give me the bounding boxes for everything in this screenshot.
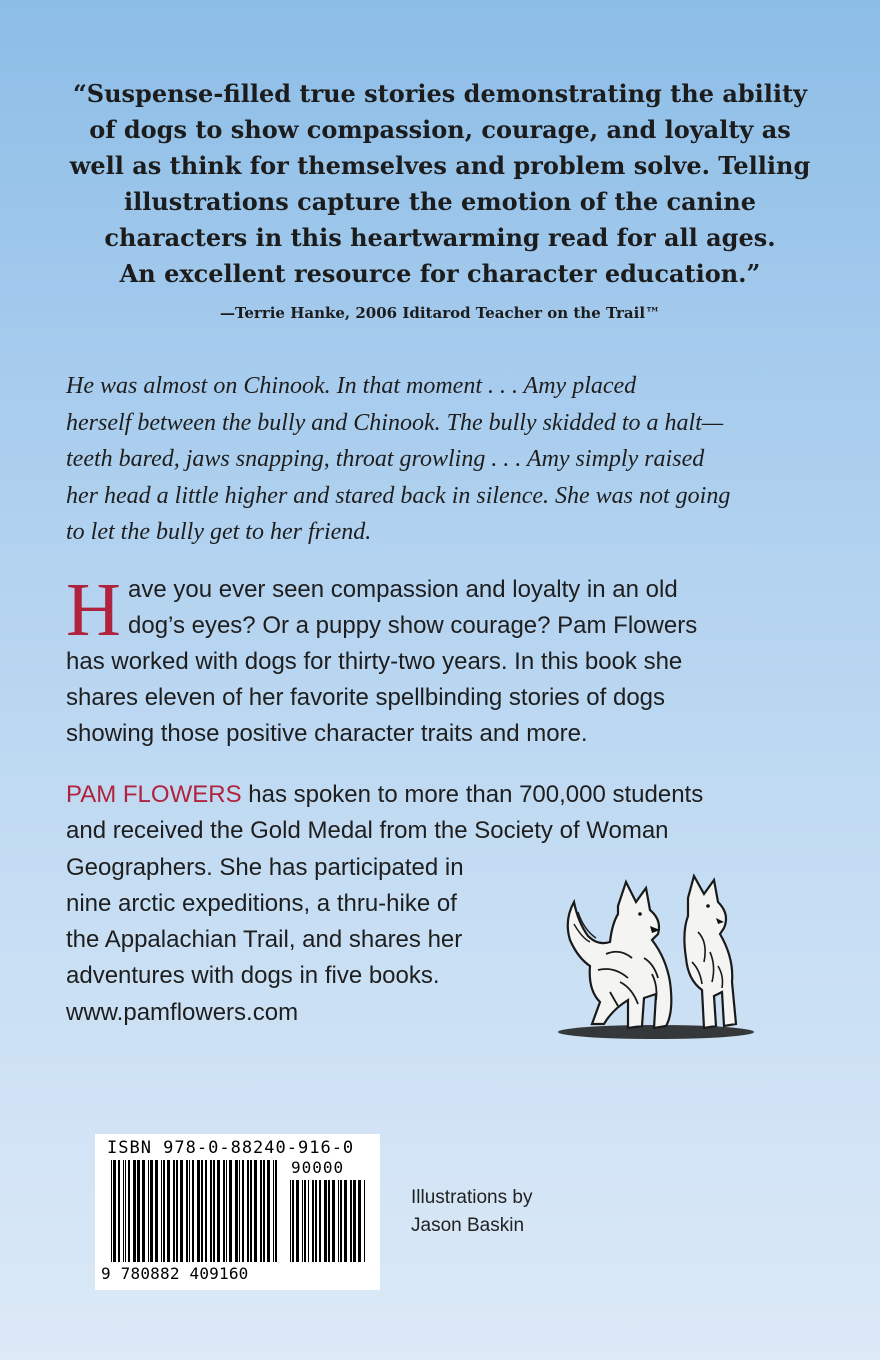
blurb-quote [50, 76, 830, 292]
barcode-bar [113, 1160, 116, 1262]
book-description [66, 568, 826, 752]
description-line: dog’s eyes? Or a puppy show courage? Pam Flowers [128, 612, 698, 639]
barcode-bar [123, 1160, 124, 1262]
barcode-bar [296, 1180, 299, 1262]
bio-line: and received the Gold Medal from the Society of Woman [66, 817, 669, 845]
quote-attribution: —Terrie Hanke, 2006 Iditarod Teacher on the Trail™ [219, 304, 661, 322]
bio-line: Geographers. She has participated in [66, 853, 464, 881]
drop-cap: H [66, 568, 121, 652]
quote-line: An excellent resource for character education.” [119, 259, 761, 288]
bio-line [66, 777, 826, 813]
author-website: www.pamflowers.com [66, 998, 299, 1026]
excerpt-line: her head a little higher and stared back in silence. She was not going [66, 482, 731, 509]
barcode-bar [217, 1160, 220, 1262]
barcode-bar [148, 1160, 149, 1262]
quote-line: “Suspense-filled true stories demonstrating the ability [72, 79, 808, 108]
barcode-bar [267, 1160, 270, 1262]
barcode-bar [344, 1180, 347, 1262]
barcode-bar [137, 1160, 140, 1262]
barcode-bar [155, 1160, 158, 1262]
barcode-bar [290, 1180, 291, 1262]
story-excerpt [66, 368, 826, 551]
author-name: PAM FLOWERS [66, 781, 242, 808]
barcode-bar [350, 1180, 352, 1262]
excerpt-line: teeth bared, jaws snapping, throat growling . . . Amy simply raised [66, 446, 705, 472]
barcode-bar [273, 1160, 274, 1262]
barcode-bar [133, 1160, 136, 1262]
barcode-bar [192, 1160, 194, 1262]
barcode-bar [308, 1180, 309, 1262]
barcode-bar [163, 1160, 165, 1262]
barcode-bar [180, 1160, 183, 1262]
barcode-bar [213, 1160, 215, 1262]
barcode-bar [118, 1160, 120, 1262]
barcode-bar [226, 1160, 227, 1262]
barcode-bar [167, 1160, 170, 1262]
barcode-bar [229, 1160, 232, 1262]
barcode-bar [250, 1160, 252, 1262]
barcode-bar [304, 1180, 306, 1262]
two-husky-dogs-illustration [548, 862, 760, 1042]
barcode-bar [150, 1160, 153, 1262]
illustration-credit [411, 1184, 532, 1240]
barcode-bar [111, 1160, 112, 1262]
bio-first-line-text: has spoken to more than 700,000 students [241, 781, 704, 808]
barcode-bar [328, 1180, 330, 1262]
barcode-bar [263, 1160, 265, 1262]
quote-line: of dogs to show compassion, courage, and loyalty as [89, 115, 791, 144]
description-line: ave you ever seen compassion and loyalty in an old [128, 576, 678, 603]
barcode-bar [260, 1160, 262, 1262]
bio-line: adventures with dogs in five books. [66, 962, 440, 990]
barcode-bar [189, 1160, 190, 1262]
barcode-bar [242, 1160, 244, 1262]
barcode-bar [315, 1180, 317, 1262]
excerpt-line: to let the bully get to her friend. [66, 519, 372, 545]
barcode-bar [364, 1180, 365, 1262]
bio-line: nine arctic expeditions, a thru-hike of [66, 889, 457, 917]
illustrator-name: Jason Baskin [411, 1215, 525, 1236]
barcode-bar [235, 1160, 238, 1262]
barcode-bar [358, 1180, 361, 1262]
barcode-bar [173, 1160, 175, 1262]
barcode-bar [254, 1160, 257, 1262]
barcode-bar [205, 1160, 207, 1262]
barcode-bar [247, 1160, 249, 1262]
quote-line: characters in this heartwarming read for all ages. [104, 223, 776, 252]
barcode-bar [312, 1180, 314, 1262]
barcode-bar [125, 1160, 126, 1262]
quote-line: well as think for themselves and problem solve. Telling [69, 151, 811, 180]
ean-digits: 9 780882 409160 [101, 1264, 249, 1283]
description-line: showing those positive character traits and more. [66, 720, 588, 747]
barcode-bar [176, 1160, 178, 1262]
barcode-bar [324, 1180, 327, 1262]
description-line: has worked with dogs for thirty-two years. In this book she [66, 648, 683, 675]
barcode-bar [210, 1160, 212, 1262]
barcode-bar [340, 1180, 342, 1262]
quote-line: illustrations capture the emotion of the canine [123, 187, 756, 216]
excerpt-line: herself between the bully and Chinook. The bully skidded to a halt— [66, 409, 724, 436]
barcode-bar [319, 1180, 321, 1262]
barcode-bar [353, 1180, 356, 1262]
isbn-barcode [95, 1134, 380, 1290]
barcode-bar [302, 1180, 303, 1262]
price-code: 90000 [291, 1158, 345, 1177]
barcode-bar [275, 1160, 277, 1262]
barcode-bar [161, 1160, 162, 1262]
barcode-bar [128, 1160, 130, 1262]
barcode-bar [239, 1160, 240, 1262]
bio-line: the Appalachian Trail, and shares her [66, 926, 463, 954]
barcode-bar [186, 1160, 188, 1262]
description-line: shares eleven of her favorite spellbinding stories of dogs [66, 684, 666, 711]
credit-line: Illustrations by [411, 1187, 533, 1208]
isbn-number: ISBN 978-0-88240-916-0 [107, 1138, 355, 1158]
barcode-bar [201, 1160, 203, 1262]
excerpt-line: He was almost on Chinook. In that moment . . . Amy placed [66, 373, 637, 399]
barcode-bar [292, 1180, 294, 1262]
barcode-bar [332, 1180, 335, 1262]
barcode-bar [197, 1160, 200, 1262]
barcode-bar [223, 1160, 225, 1262]
barcode-bar [338, 1180, 339, 1262]
barcode-bar [142, 1160, 145, 1262]
